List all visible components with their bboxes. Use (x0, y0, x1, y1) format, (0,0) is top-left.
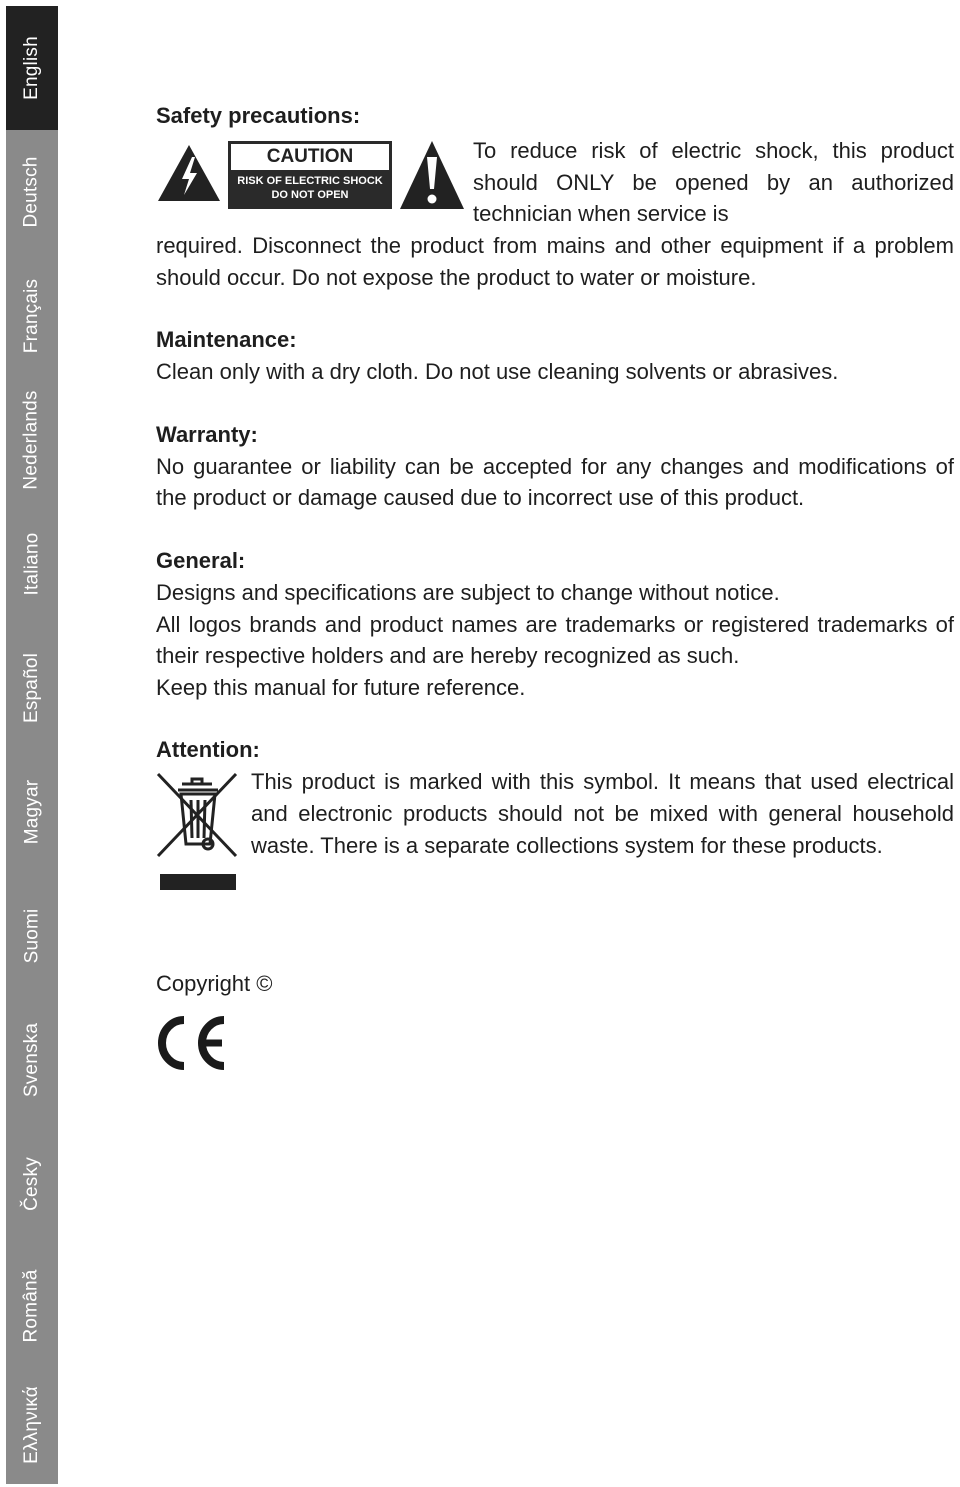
lang-tab-label: English (21, 36, 42, 100)
caution-row (156, 135, 954, 230)
warranty-heading: Warranty: (156, 421, 258, 447)
lang-tab-label: Česky (21, 1157, 43, 1211)
weee-crossed-bin-icon (156, 772, 240, 894)
lang-tab-label: Deutsch (21, 156, 43, 228)
lang-tab-label: Svenska (21, 1022, 42, 1098)
lang-tab-label: Italiano (21, 532, 42, 596)
attention-heading: Attention: (156, 737, 260, 763)
ce-mark-icon (156, 1014, 228, 1072)
maintenance-text: Clean only with a dry cloth. Do not use cleaning solvents or abrasives. (156, 359, 839, 385)
manual-content (156, 100, 954, 1072)
lang-tab-espanol[interactable] (6, 626, 58, 750)
lang-tab-greek[interactable] (6, 1366, 58, 1484)
general-text-3: Keep this manual for future reference. (156, 674, 526, 700)
attention-text: This product is marked with this symbol. It means that used electrical and electronic products should not be mixed with general household waste. There is a separate collections system for these products. (251, 769, 954, 858)
general-heading: General: (156, 547, 246, 573)
lang-tab-suomi[interactable] (6, 874, 58, 998)
lang-tab-cesky[interactable] (6, 1122, 58, 1246)
maintenance-section (156, 324, 954, 388)
lang-tab-label: Nederlands (21, 390, 43, 490)
lang-tab-francais[interactable] (6, 254, 58, 378)
general-section (156, 545, 954, 703)
lang-tab-italiano[interactable] (6, 502, 58, 626)
general-text-1: Designs and specifications are subject to change without notice. (156, 579, 780, 605)
lang-tab-nederlands[interactable] (6, 378, 58, 502)
lang-tab-label: Ελληνικά (21, 1386, 43, 1464)
caution-line-1: RISK OF ELECTRIC SHOCK (237, 175, 383, 187)
lang-tab-label: Magyar (21, 779, 42, 845)
lang-tab-label: Română (21, 1269, 42, 1343)
caution-title: CAUTION (231, 144, 389, 170)
general-text-2: All logos brands and product names are trademarks or registered trademarks of their respective holders and are hereby recognized as such. (156, 611, 954, 669)
safety-text-side: To reduce risk of electric shock, this product should ONLY be opened by an authorized technician when service is (473, 138, 954, 227)
warranty-section (156, 419, 954, 514)
lang-tab-label: Français (21, 278, 42, 354)
exclamation-warning-icon (398, 139, 466, 211)
language-sidebar (6, 6, 58, 1484)
lang-tab-deutsch[interactable] (6, 130, 58, 254)
safety-heading: Safety precautions: (156, 103, 361, 128)
copyright-text: Copyright © (156, 971, 273, 997)
lang-tab-label: Suomi (21, 908, 43, 964)
caution-label-box (228, 141, 392, 209)
safety-text: required. Disconnect the product from mains and other equipment if a problem should occur. Do not expose the product to water or moisture. (156, 233, 954, 290)
caution-line-2: DO NOT OPEN (271, 189, 349, 201)
lang-tab-svenska[interactable] (6, 998, 58, 1122)
lang-tab-romana[interactable] (6, 1246, 58, 1366)
lang-tab-label: Español (21, 652, 42, 724)
lightning-warning-icon (156, 143, 222, 203)
lang-tab-magyar[interactable] (6, 750, 58, 874)
lang-tab-english[interactable] (6, 6, 58, 130)
attention-row (156, 766, 954, 896)
attention-section (156, 734, 954, 896)
maintenance-heading: Maintenance: (156, 327, 297, 353)
warranty-text: No guarantee or liability can be accepted for any changes and modifications of the product or damage caused due to incorrect use of this product. (156, 453, 954, 511)
